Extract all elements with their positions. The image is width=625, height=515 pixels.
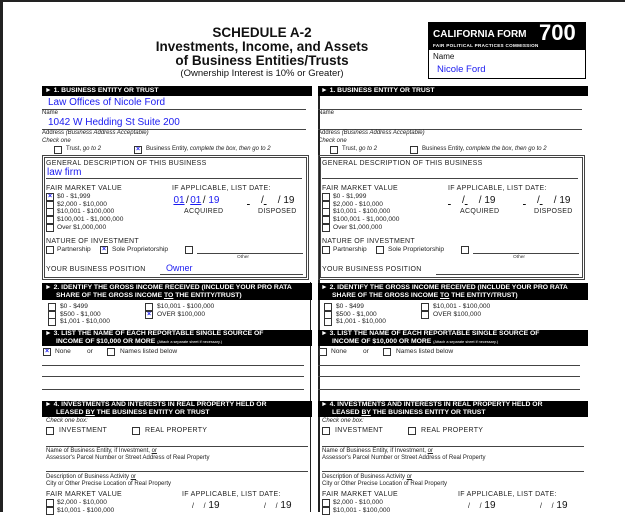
text: Assessor's Parcel Number or Street Address of Real Property xyxy=(322,455,486,461)
partnership-checkbox[interactable] xyxy=(46,246,54,254)
text: or xyxy=(427,448,433,454)
fmv-option-label: Over $1,000,000 xyxy=(57,223,107,231)
entity-column-left xyxy=(42,0,312,512)
text: 19 xyxy=(208,195,220,206)
text: LEASED xyxy=(56,409,86,416)
text: City or Other Precise Location of Real Property xyxy=(322,481,448,487)
fill-line xyxy=(42,376,304,377)
trust-label xyxy=(66,146,101,153)
text: Name of Business Entity, if Investment, xyxy=(46,448,152,454)
disposed-label: DISPOSED xyxy=(534,208,573,215)
text: 01 xyxy=(190,195,202,206)
text: City or Other Precise Location of Real Property xyxy=(46,481,172,487)
entity-name-field[interactable]: Law Offices of Nicole Ford xyxy=(48,97,166,108)
text: 3. LIST THE NAME OF EACH REPORTABLE SINGLE SOURCE OF xyxy=(329,330,540,337)
fmv-option-label: $100,001 - $1,000,000 xyxy=(333,216,400,224)
fmv4-option-1-checkbox[interactable] xyxy=(322,507,330,515)
fair-market-value-label-4: FAIR MARKET VALUE xyxy=(46,491,123,498)
text: THE BUSINESS ENTITY OR TRUST xyxy=(370,409,486,416)
income-option-4-checkbox[interactable]: × xyxy=(146,310,152,318)
trust-checkbox[interactable] xyxy=(330,146,338,154)
text: (Attach a separate sheet if necessary.) xyxy=(157,340,222,344)
investment-label: INVESTMENT xyxy=(335,427,384,434)
disposed-date-field[interactable]: / / 19 xyxy=(261,195,295,206)
text: or xyxy=(151,448,157,454)
schedule-subtitle-3: (Ownership Interest is 10% or Greater) xyxy=(180,68,344,79)
list-date-label: IF APPLICABLE, LIST DATE: xyxy=(172,185,271,192)
text: Address xyxy=(42,130,65,136)
fmv-option-4-checkbox[interactable] xyxy=(322,224,330,232)
fmv4-option-label: $10,001 - $100,000 xyxy=(333,506,391,514)
acquired-date-field[interactable]: / / 19 xyxy=(462,195,496,206)
partnership-label: Partnership xyxy=(333,246,367,253)
fmv-option-4-checkbox[interactable] xyxy=(46,224,54,232)
text: ► xyxy=(45,330,52,337)
business-entity-label xyxy=(422,146,547,153)
or-label: or xyxy=(363,348,369,355)
fmv4-option-label: $2,000 - $10,000 xyxy=(57,499,107,506)
fill-line xyxy=(197,253,303,254)
text: (Attach a separate sheet if necessary.) xyxy=(433,340,498,344)
text: 19 xyxy=(283,195,295,206)
or-label: or xyxy=(87,348,93,355)
check-one-box-label: Check one box: xyxy=(322,418,364,424)
fill-line xyxy=(46,178,302,179)
text: 4. INVESTMENTS AND INTERESTS IN REAL PROPERTY HELD OR xyxy=(329,401,543,408)
business-position-label: YOUR BUSINESS POSITION xyxy=(322,266,422,273)
text: TO xyxy=(440,292,450,299)
none-label: None xyxy=(55,348,71,355)
general-description-label: GENERAL DESCRIPTION OF THIS BUSINESS xyxy=(322,160,483,167)
schedule-title: SCHEDULE A-2 xyxy=(212,25,312,40)
fmv-option-label: Over $1,000,000 xyxy=(333,223,383,231)
text: ► xyxy=(321,330,328,337)
disposed-label: DISPOSED xyxy=(258,208,297,215)
fill-line xyxy=(318,365,580,366)
section-4-header xyxy=(42,401,312,417)
acquired-label: ACQUIRED xyxy=(460,208,500,215)
fmv4-option-label: $2,000 - $10,000 xyxy=(333,499,383,506)
entity-column-right xyxy=(318,0,588,512)
fill-line xyxy=(318,389,580,390)
trust-label xyxy=(342,146,377,153)
schedule-subtitle-1: Investments, Income, and Assets xyxy=(155,39,369,54)
fill-line xyxy=(46,471,308,472)
income-option-label: $0 - $499 xyxy=(60,303,88,310)
sole-proprietorship-checkbox[interactable]: × xyxy=(101,246,107,253)
fill-line xyxy=(42,389,304,390)
investment-checkbox[interactable] xyxy=(46,427,54,435)
business-position-label: YOUR BUSINESS POSITION xyxy=(46,266,146,273)
trust-checkbox[interactable] xyxy=(54,146,62,154)
nature-of-investment-label: NATURE OF INVESTMENT xyxy=(46,238,139,245)
text: INCOME OF $10,000 OR MORE xyxy=(332,338,432,345)
text: 19 xyxy=(484,195,496,206)
income-option-2-checkbox[interactable] xyxy=(324,318,332,326)
text: Trust, xyxy=(66,146,82,152)
section-3-header xyxy=(42,330,312,346)
text: Description of Business Activity xyxy=(322,474,407,480)
text: 4. INVESTMENTS AND INTERESTS IN REAL PROPERTY HELD OR xyxy=(53,401,267,408)
address-label xyxy=(42,130,149,137)
text: SHARE OF THE GROSS INCOME xyxy=(332,292,441,299)
text: BY xyxy=(361,409,371,416)
acquired-label: ACQUIRED xyxy=(184,208,224,215)
text: or xyxy=(130,474,137,480)
text: 19 xyxy=(559,195,571,206)
fmv-option-label: $2,000 - $10,000 xyxy=(57,200,107,208)
section-3-header xyxy=(318,330,588,346)
text: 3. LIST THE NAME OF EACH REPORTABLE SINGLE SOURCE OF xyxy=(53,330,264,337)
text: or xyxy=(406,474,413,480)
sole-proprietorship-checkbox[interactable] xyxy=(376,246,384,254)
text: 19 xyxy=(208,500,220,511)
nature-of-investment-label: NATURE OF INVESTMENT xyxy=(322,238,415,245)
form-number: 700 xyxy=(539,20,576,45)
fmv4-option-label: $10,001 - $100,000 xyxy=(57,506,115,514)
description-field[interactable]: law firm xyxy=(47,167,82,178)
none-label: None xyxy=(331,348,347,355)
partnership-checkbox[interactable] xyxy=(322,246,330,254)
disposed-date-field-4[interactable]: / / 19 xyxy=(540,500,568,511)
text: (Business Address Acceptable) xyxy=(341,130,425,136)
filer-name-field[interactable]: Nicole Ford xyxy=(437,64,486,75)
list-date-label: IF APPLICABLE, LIST DATE: xyxy=(448,185,547,192)
fill-line xyxy=(322,178,578,179)
list-date-label-4: IF APPLICABLE, LIST DATE: xyxy=(182,491,281,498)
disposed-date-field[interactable]: / / 19 xyxy=(537,195,571,206)
acquired-date-field-4[interactable]: / / 19 xyxy=(468,500,496,511)
names-listed-below-label: Names listed below xyxy=(120,348,178,355)
text: ► xyxy=(45,284,52,291)
sole-proprietorship-label: Sole Proprietorship xyxy=(112,246,169,253)
none-checkbox[interactable]: × xyxy=(44,348,50,355)
income-option-label: $10,001 - $100,000 xyxy=(433,303,491,310)
names-listed-below-label: Names listed below xyxy=(396,348,454,355)
fmv-option-0-checkbox[interactable]: × xyxy=(47,193,53,200)
arrow-icon: ► xyxy=(45,87,52,94)
text: ► xyxy=(321,401,328,408)
other-checkbox[interactable] xyxy=(461,246,469,254)
fill-line xyxy=(318,109,582,110)
real-property-label: REAL PROPERTY xyxy=(421,427,484,434)
text: SHARE OF THE GROSS INCOME xyxy=(56,292,165,299)
section-2-header xyxy=(42,283,312,300)
description-of-activity-label xyxy=(322,474,447,488)
section-1-title: 1. BUSINESS ENTITY OR TRUST xyxy=(329,87,435,94)
fmv-option-label: $10,001 - $100,000 xyxy=(57,208,115,216)
business-entity-checkbox[interactable]: × xyxy=(135,146,141,153)
business-position-field[interactable]: Owner xyxy=(166,263,193,273)
income-option-label: OVER $100,000 xyxy=(157,310,206,318)
text: ► xyxy=(321,284,328,291)
name-label: Name xyxy=(42,110,59,116)
text: THE ENTITY/TRUST) xyxy=(173,292,242,299)
text: complete the box, then go to 2 xyxy=(465,146,547,152)
real-property-checkbox[interactable] xyxy=(408,427,416,435)
check-one-label: Check one xyxy=(42,138,71,144)
general-description-label: GENERAL DESCRIPTION OF THIS BUSINESS xyxy=(46,160,207,167)
section-1-title: 1. BUSINESS ENTITY OR TRUST xyxy=(53,87,159,94)
income-option-label: $500 - $1,000 xyxy=(336,310,377,318)
names-listed-below-checkbox[interactable] xyxy=(383,348,391,356)
name-label: Name xyxy=(318,110,335,116)
name-of-entity-label xyxy=(322,448,486,462)
text: go to 2 xyxy=(82,146,102,152)
text: LEASED xyxy=(332,409,362,416)
fill-line xyxy=(318,376,580,377)
income-option-label: $1,001 - $10,000 xyxy=(336,318,386,325)
acquired-date-field-4[interactable]: / / 19 xyxy=(192,500,220,511)
income-option-2-checkbox[interactable] xyxy=(48,318,56,326)
text: ► xyxy=(45,401,52,408)
commission-label: FAIR POLITICAL PRACTICES COMMISSION xyxy=(433,43,539,48)
text: 01 xyxy=(173,195,185,206)
section-2-header xyxy=(318,283,588,300)
income-option-label: $0 - $499 xyxy=(336,303,364,310)
form-label: CALIFORNIA FORM xyxy=(433,29,527,40)
income-option-4-checkbox[interactable] xyxy=(421,311,429,319)
check-one-label: Check one xyxy=(318,138,347,144)
fmv-option-label: $10,001 - $100,000 xyxy=(333,208,391,216)
text: Name of Business Entity, if Investment, xyxy=(322,448,428,454)
description-of-activity-label xyxy=(46,474,171,488)
real-property-checkbox[interactable] xyxy=(132,427,140,435)
text: Address xyxy=(318,130,341,136)
income-option-label: $10,001 - $100,000 xyxy=(157,303,215,310)
text: 2. IDENTIFY THE GROSS INCOME RECEIVED (INCLUDE YOUR PRO RATA xyxy=(329,284,568,291)
text: Business Entity, xyxy=(422,146,465,152)
fmv-option-label: $0 - $1,999 xyxy=(333,193,367,200)
fmv4-option-1-checkbox[interactable] xyxy=(46,507,54,515)
sole-proprietorship-label: Sole Proprietorship xyxy=(388,246,445,253)
partnership-label: Partnership xyxy=(57,246,91,253)
schedule-subtitle-2: of Business Entities/Trusts xyxy=(175,53,349,68)
other-label: Other xyxy=(237,255,249,260)
name-of-entity-label xyxy=(46,448,210,462)
text: TO xyxy=(164,292,174,299)
text: 19 xyxy=(484,500,496,511)
fill-line xyxy=(42,109,306,110)
business-entity-label xyxy=(146,146,271,153)
fill-line xyxy=(322,471,584,472)
page-left-border xyxy=(0,0,3,512)
address-label xyxy=(318,130,425,137)
text: Trust, xyxy=(342,146,358,152)
other-label: Other xyxy=(513,255,525,260)
fmv-option-label: $100,001 - $1,000,000 xyxy=(57,216,124,224)
real-property-label: REAL PROPERTY xyxy=(145,427,208,434)
text: complete the box, then go to 2 xyxy=(189,146,271,152)
fill-line xyxy=(160,274,303,275)
fair-market-value-label-4: FAIR MARKET VALUE xyxy=(322,491,399,498)
text: Description of Business Activity xyxy=(46,474,131,480)
text: Business Entity, xyxy=(146,146,189,152)
fair-market-value-label: FAIR MARKET VALUE xyxy=(322,185,399,192)
text: THE BUSINESS ENTITY OR TRUST xyxy=(94,409,210,416)
list-date-label-4: IF APPLICABLE, LIST DATE: xyxy=(458,491,557,498)
text: THE ENTITY/TRUST) xyxy=(449,292,518,299)
text: Assessor's Parcel Number or Street Address of Real Property xyxy=(46,455,210,461)
income-option-label: OVER $100,000 xyxy=(433,310,482,318)
fmv-option-label: $0 - $1,999 xyxy=(57,193,91,200)
arrow-icon: ► xyxy=(321,87,328,94)
text: go to 2 xyxy=(358,146,378,152)
fill-line xyxy=(322,446,584,447)
filer-name-label: Name xyxy=(433,52,455,61)
column-border xyxy=(310,282,311,512)
text: 2. IDENTIFY THE GROSS INCOME RECEIVED (INCLUDE YOUR PRO RATA xyxy=(53,284,292,291)
investment-checkbox[interactable] xyxy=(322,427,330,435)
acquired-date-field[interactable]: 01/01/ 19 xyxy=(173,195,220,206)
text: 19 xyxy=(556,500,568,511)
disposed-date-field-4[interactable]: / / 19 xyxy=(264,500,292,511)
fair-market-value-label: FAIR MARKET VALUE xyxy=(46,185,123,192)
text: 19 xyxy=(280,500,292,511)
text: INCOME OF $10,000 OR MORE xyxy=(56,338,156,345)
names-listed-below-checkbox[interactable] xyxy=(107,348,115,356)
income-option-label: $500 - $1,000 xyxy=(60,310,101,318)
section-1-header xyxy=(42,86,312,96)
business-entity-checkbox[interactable] xyxy=(410,146,418,154)
section-4-header xyxy=(318,401,588,417)
fill-line xyxy=(42,365,304,366)
other-checkbox[interactable] xyxy=(185,246,193,254)
check-one-box-label: Check one box: xyxy=(46,418,88,424)
section-1-header xyxy=(318,86,588,96)
fill-line xyxy=(436,274,579,275)
fill-line xyxy=(46,446,308,447)
investment-label: INVESTMENT xyxy=(59,427,108,434)
income-option-label: $1,001 - $10,000 xyxy=(60,318,110,325)
fill-line xyxy=(473,253,579,254)
fmv-option-label: $2,000 - $10,000 xyxy=(333,200,383,208)
text: (Business Address Acceptable) xyxy=(65,130,149,136)
none-checkbox[interactable] xyxy=(319,348,327,356)
entity-address-field[interactable]: 1042 W Hedding St Suite 200 xyxy=(48,117,180,128)
text: BY xyxy=(85,409,95,416)
